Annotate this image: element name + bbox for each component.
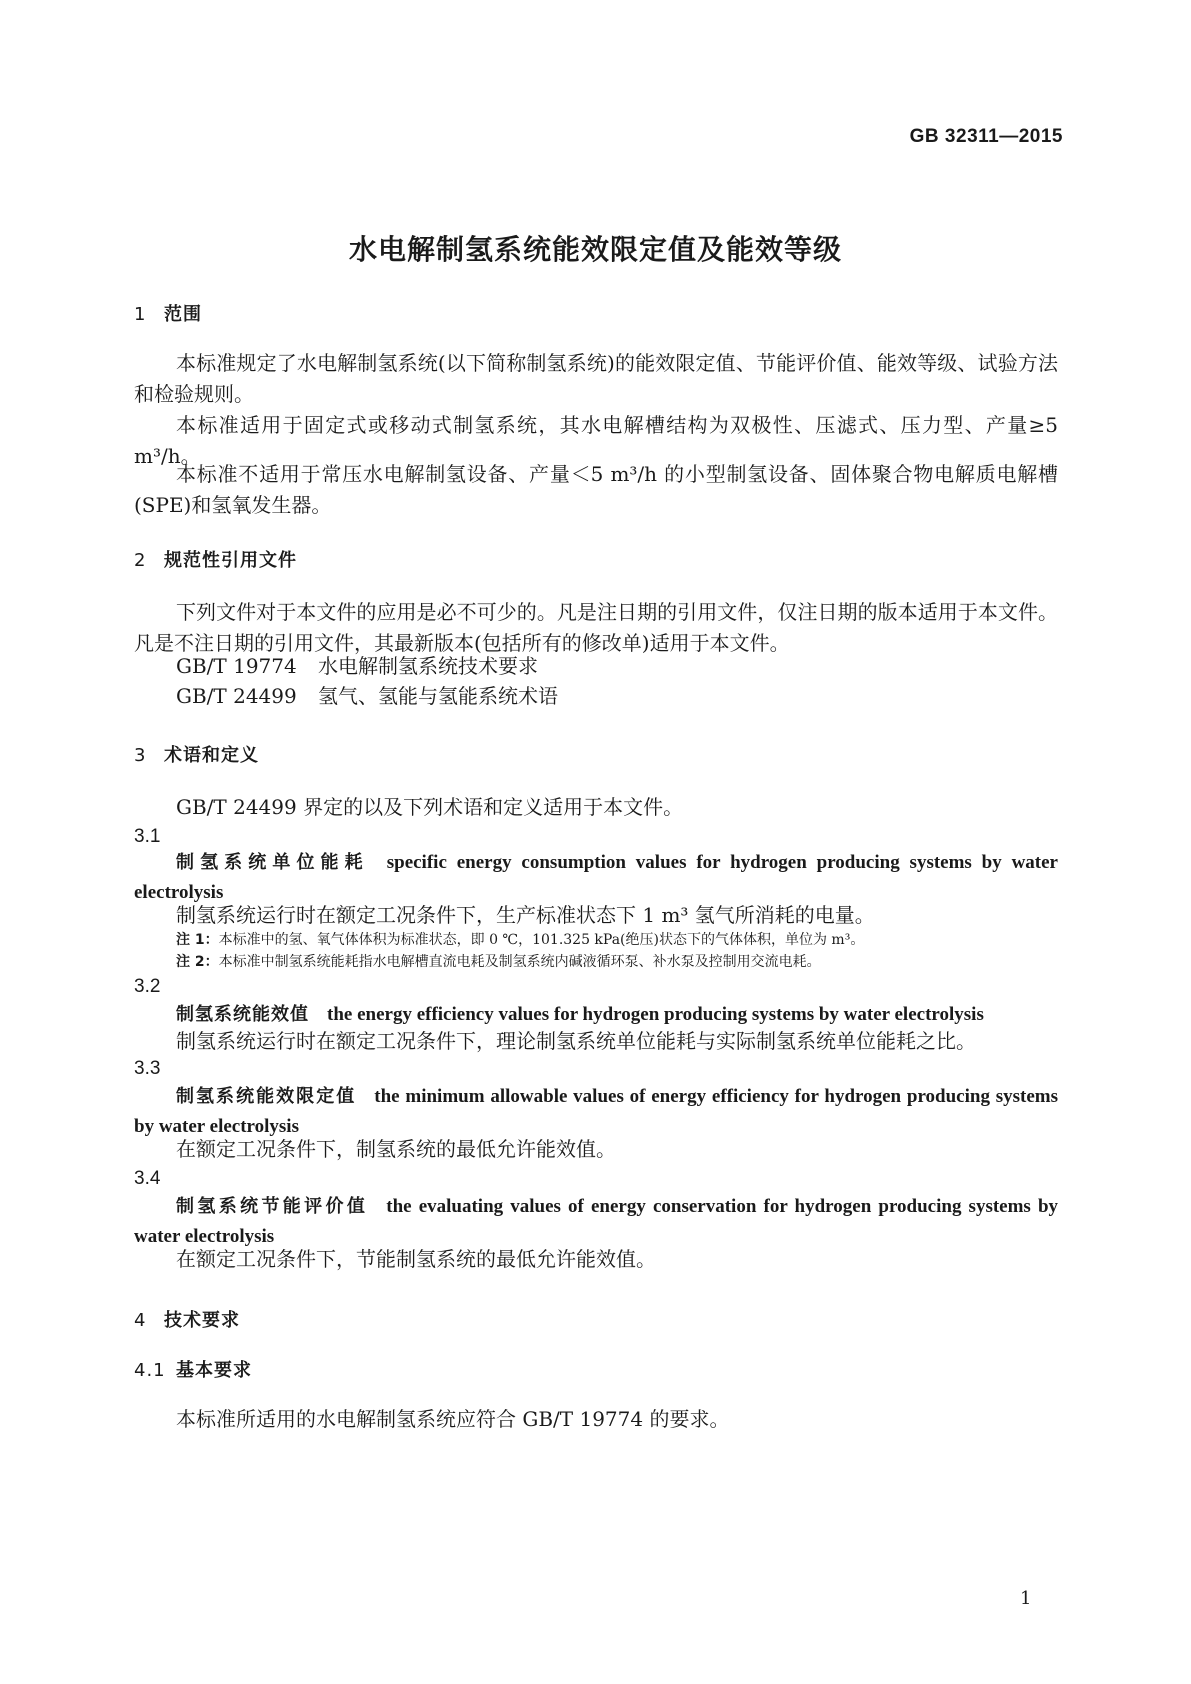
section-number: 1 — [134, 304, 147, 325]
term-entry — [134, 1192, 1058, 1252]
term-chinese: 制氢系统节能评价值 — [176, 1196, 369, 1217]
section-number: 4 — [134, 1310, 147, 1331]
subsection-number: 4.1 — [134, 1360, 166, 1381]
term-english: the energy efficiency values for hydrogen producing systems by water electrolysis — [327, 1004, 984, 1025]
reference-code: GB/T 19774 — [176, 654, 297, 678]
note-label: 注 1： — [176, 932, 219, 948]
term-definition: 在额定工况条件下，节能制氢系统的最低允许能效值。 — [176, 1247, 656, 1271]
term-chinese: 制氢系统能效值 — [176, 1004, 309, 1025]
section-2-paragraph-1: 下列文件对于本文件的应用是必不可少的。凡是注日期的引用文件，仅注日期的版本适用于本文件。凡是不注日期的引用文件，其最新版本(包括所有的修改单)适用于本文件。 — [134, 600, 1058, 655]
section-number: 3 — [134, 745, 147, 766]
section-3-intro: GB/T 24499 界定的以及下列术语和定义适用于本文件。 — [176, 795, 684, 819]
term-english: the evaluating values of energy conservation for hydrogen producing systems by water electrolysis — [134, 1196, 1059, 1247]
section-2-heading — [134, 546, 1058, 572]
clause-number: 3.2 — [134, 976, 161, 997]
term-chinese: 制氢系统能效限定值 — [176, 1086, 357, 1107]
note-label: 注 2： — [176, 954, 219, 970]
clause-number: 3.4 — [134, 1168, 161, 1189]
reference-item — [134, 681, 1100, 712]
reference-code: GB/T 24499 — [176, 684, 297, 708]
section-1-paragraph-2: 本标准适用于固定式或移动式制氢系统，其水电解槽结构为双极性、压滤式、压力型、产量≥5 m³/h。 — [134, 413, 1058, 468]
reference-title: 水电解制氢系统技术要求 — [318, 654, 538, 678]
page-number: 1 — [1020, 1588, 1032, 1609]
section-1-heading — [134, 300, 1058, 326]
term-chinese: 制氢系统单位能耗 — [176, 852, 369, 873]
note-item — [134, 928, 1100, 952]
section-1-paragraph-1: 本标准规定了水电解制氢系统(以下简称制氢系统)的能效限定值、节能评价值、能效等级、试验方法和检验规则。 — [134, 351, 1058, 406]
section-4-heading — [134, 1306, 1058, 1332]
note-text: 本标准中制氢系统能耗指水电解槽直流电耗及制氢系统内碱液循环泵、补水泵及控制用交流电耗。 — [218, 954, 821, 970]
section-3-heading — [134, 741, 1058, 767]
note-text: 本标准中的氢、氧气体体积为标准状态，即 0 ℃，101.325 kPa(绝压)状态下的气体体积，单位为 m³。 — [218, 932, 865, 948]
subsection-4-1-heading — [134, 1356, 1058, 1382]
clause-number: 3.1 — [134, 826, 161, 847]
section-number: 2 — [134, 550, 147, 571]
section-title: 技术要求 — [164, 1310, 240, 1331]
term-entry — [134, 848, 1058, 908]
subsection-4-1-paragraph: 本标准所适用的水电解制氢系统应符合 GB/T 19774 的要求。 — [176, 1407, 730, 1431]
term-definition: 制氢系统运行时在额定工况条件下，生产标准状态下 1 m³ 氢气所消耗的电量。 — [176, 903, 875, 927]
section-title: 规范性引用文件 — [164, 550, 297, 571]
subsection-title: 基本要求 — [176, 1360, 252, 1381]
note-item — [134, 950, 1100, 974]
term-english: the minimum allowable values of energy efficiency for hydrogen producing systems by water electrolysis — [134, 1086, 1059, 1137]
clause-number: 3.3 — [134, 1058, 161, 1079]
reference-title: 氢气、氢能与氢能系统术语 — [318, 684, 558, 708]
term-entry — [134, 1082, 1058, 1142]
standard-number: GB 32311—2015 — [909, 126, 1063, 147]
term-definition: 制氢系统运行时在额定工况条件下，理论制氢系统单位能耗与实际制氢系统单位能耗之比。 — [176, 1029, 976, 1053]
term-english: specific energy consumption values for hydrogen producing systems by water electrolysis — [134, 852, 1058, 903]
document-title: 水电解制氢系统能效限定值及能效等级 — [348, 233, 842, 266]
term-definition: 在额定工况条件下，制氢系统的最低允许能效值。 — [176, 1137, 616, 1161]
section-title: 术语和定义 — [164, 745, 259, 766]
section-1-paragraph-3: 本标准不适用于常压水电解制氢设备、产量＜5 m³/h 的小型制氢设备、固体聚合物电解质电解槽(SPE)和氢氧发生器。 — [134, 462, 1058, 517]
reference-item — [134, 651, 1100, 682]
section-title: 范围 — [164, 304, 202, 325]
